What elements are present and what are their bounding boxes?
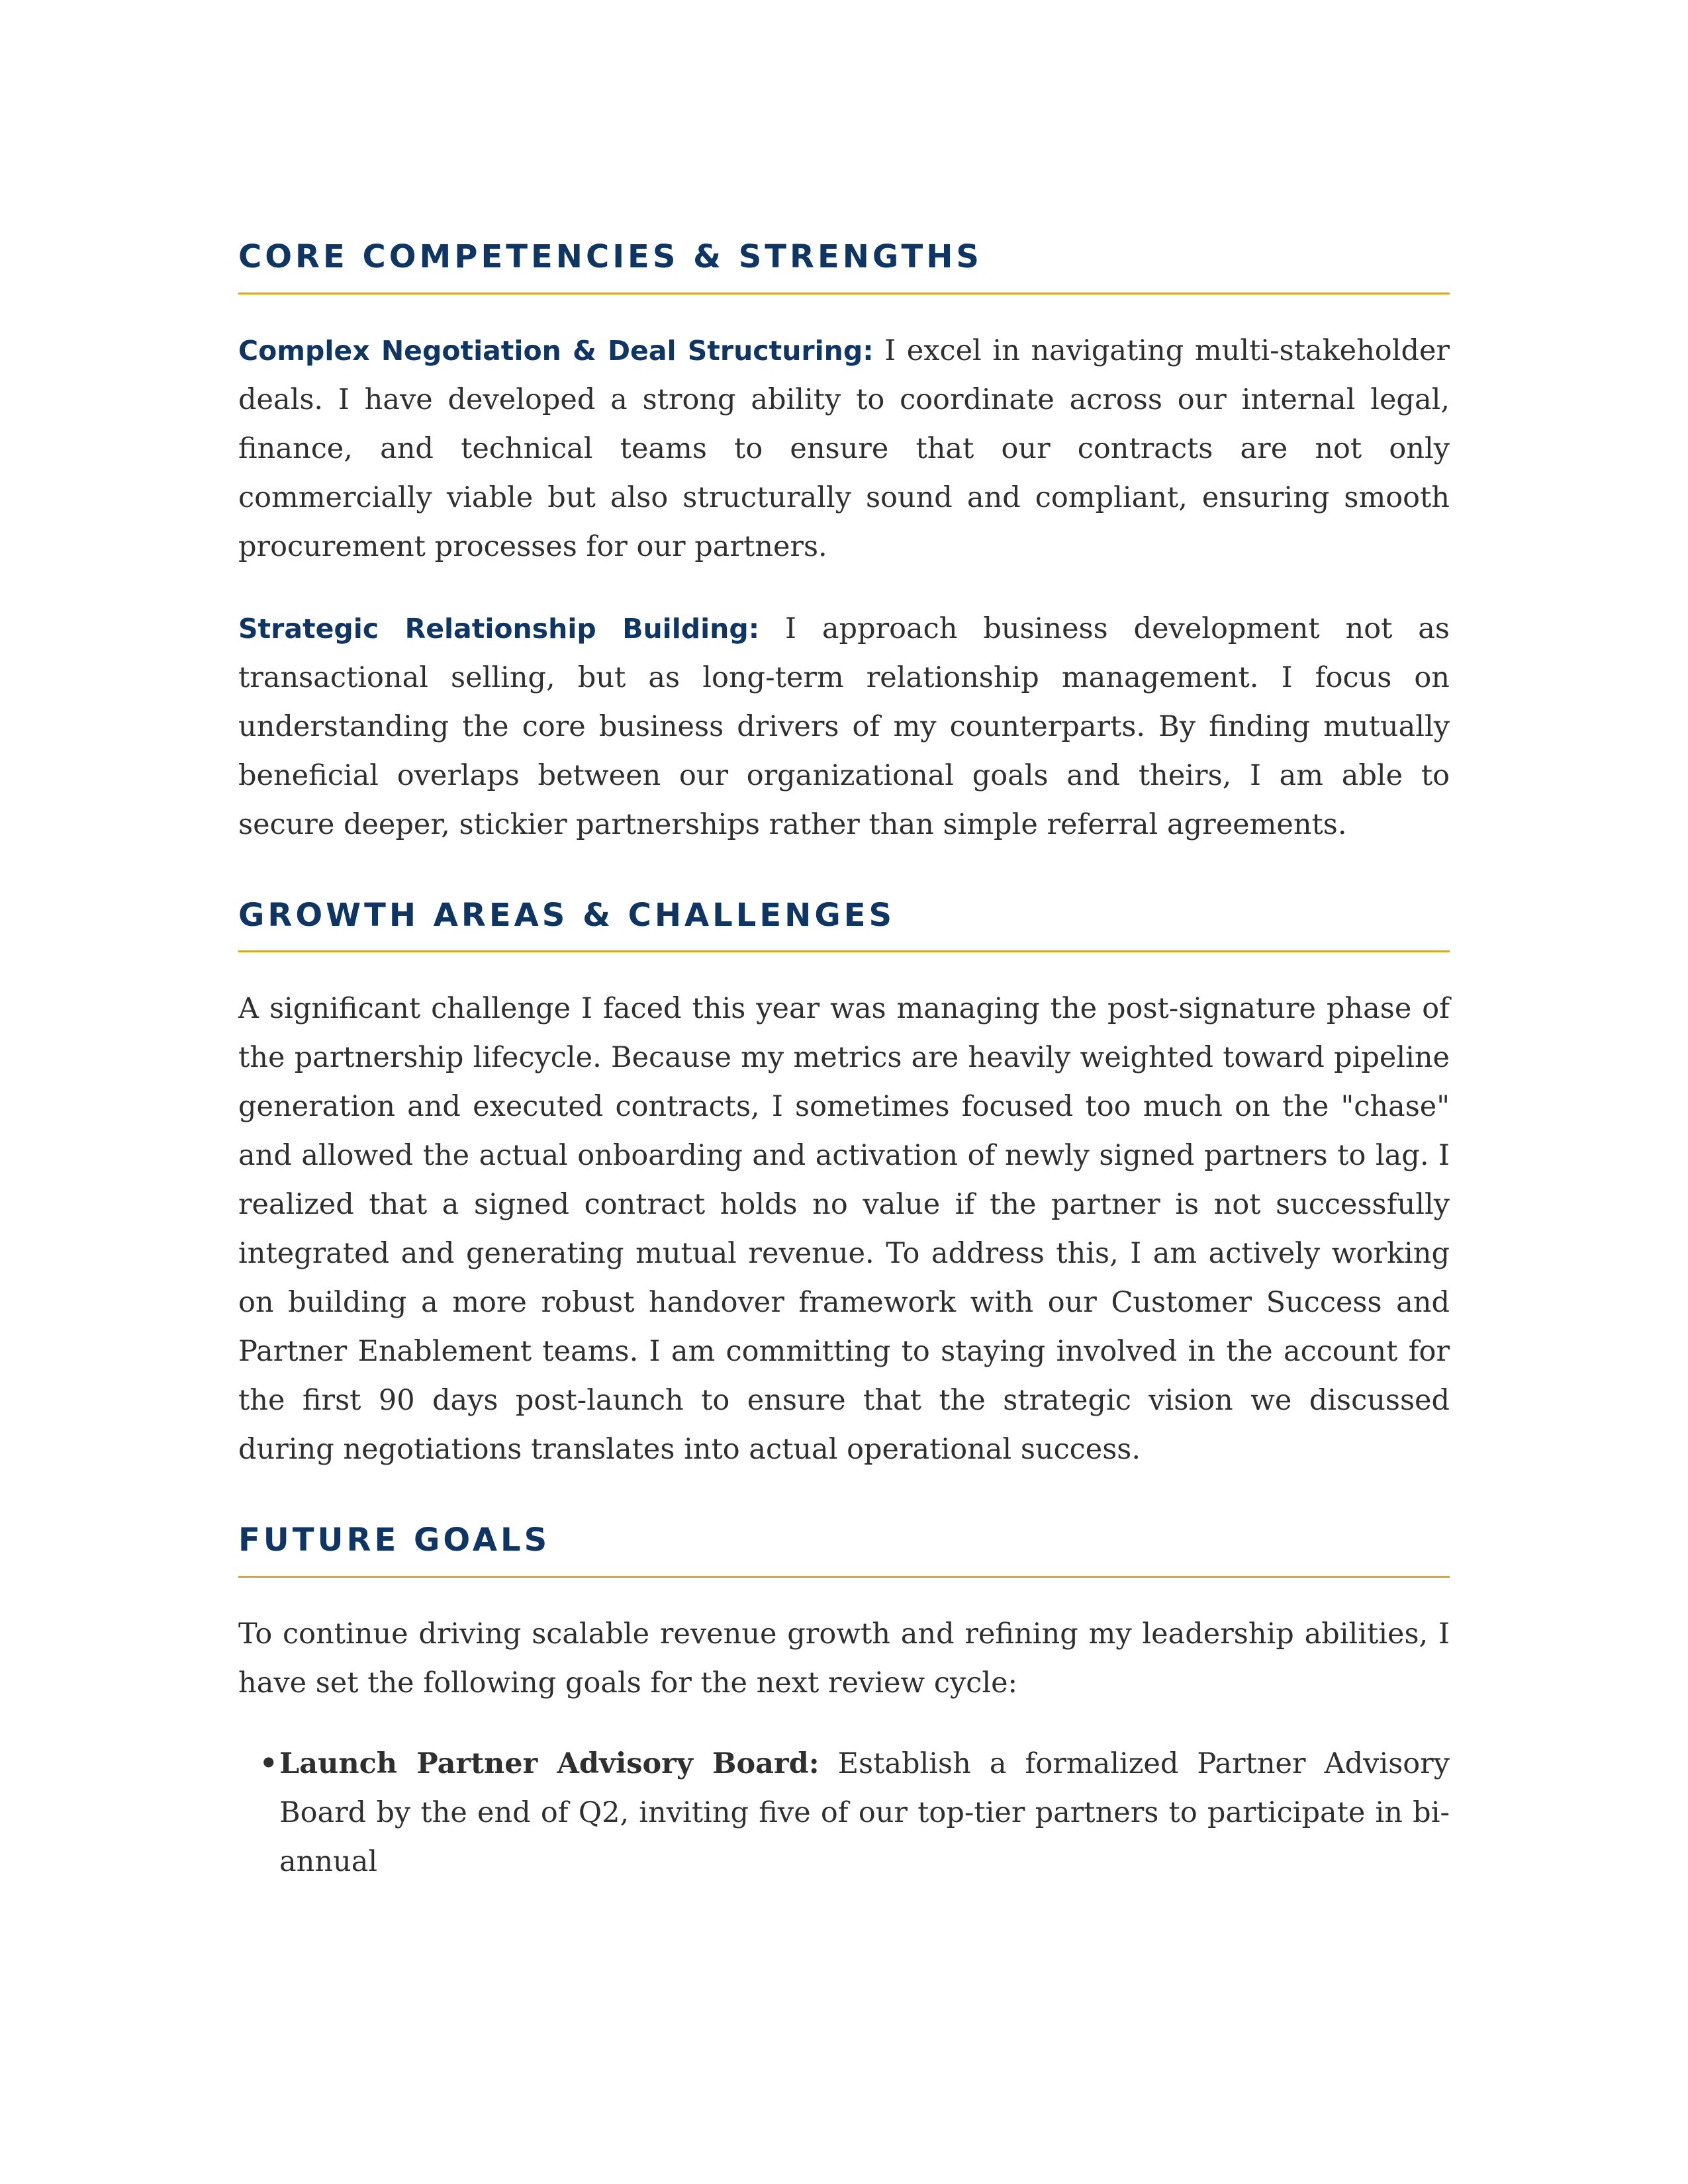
text-negotiation: I excel in navigating multi-stakeholder deals. I have developed a strong ability to coordinate across our internal legal, finance, and technical teams to ensure that our contracts are not only commercially viable but also structurally sound and compliant, ensuring smooth procurement processes for our partners.	[238, 334, 1450, 563]
bullet-icon: •	[259, 1747, 278, 1780]
paragraph-negotiation	[238, 326, 1450, 571]
goal-lead-advisory-board: Launch Partner Advisory Board:	[279, 1747, 820, 1780]
section-growth	[238, 897, 1450, 1475]
document-page	[238, 238, 1450, 1886]
section-heading-growth: GROWTH AREAS & CHALLENGES	[238, 897, 1450, 953]
paragraph-goals-intro: To continue driving scalable revenue growth and refining my leadership abilities, I have set the following goals for the next review cycle:	[238, 1617, 1450, 1700]
section-heading-goals: FUTURE GOALS	[238, 1522, 1450, 1578]
paragraph-growth: A significant challenge I faced this year was managing the post-signature phase of the partnership lifecycle. Because my metrics are heavily weighted toward pipeline generation and executed contracts, I sometimes focused too much on the "chase" and allowed the actual onboarding and activation of newly signed partners to lag. I realized that a signed contract holds no value if the partner is not successfully integrated and generating mutual revenue. To address this, I am actively working on building a more robust handover framework with our Customer Success and Partner Enablement teams. I am committing to staying involved in the account for the first 90 days post-launch to ensure that the strategic vision we discussed during negotiations translates into actual operational success.	[238, 992, 1450, 1467]
section-goals	[238, 1522, 1450, 1886]
goal-list	[238, 1739, 1450, 1886]
section-heading-strengths: CORE COMPETENCIES & STRENGTHS	[238, 238, 1450, 295]
text-relationship: I approach business development not as transactional selling, but as long-term relationship management. I focus on understanding the core business drivers of my counterparts. By finding mutually beneficial overlaps between our organizational goals and theirs, I am able to secure deeper, stickier partnerships rather than simple referral agreements.	[238, 612, 1450, 841]
lead-relationship: Strategic Relationship Building:	[238, 612, 760, 645]
paragraph-relationship	[238, 604, 1450, 849]
lead-negotiation: Complex Negotiation & Deal Structuring:	[238, 334, 874, 367]
section-strengths	[238, 238, 1450, 849]
goal-item-advisory-board	[238, 1739, 1450, 1886]
goal-text-advisory-board: Establish a formalized Partner Advisory Board by the end of Q2, inviting five of our top-tier partners to participate in bi-annual	[279, 1747, 1450, 1878]
